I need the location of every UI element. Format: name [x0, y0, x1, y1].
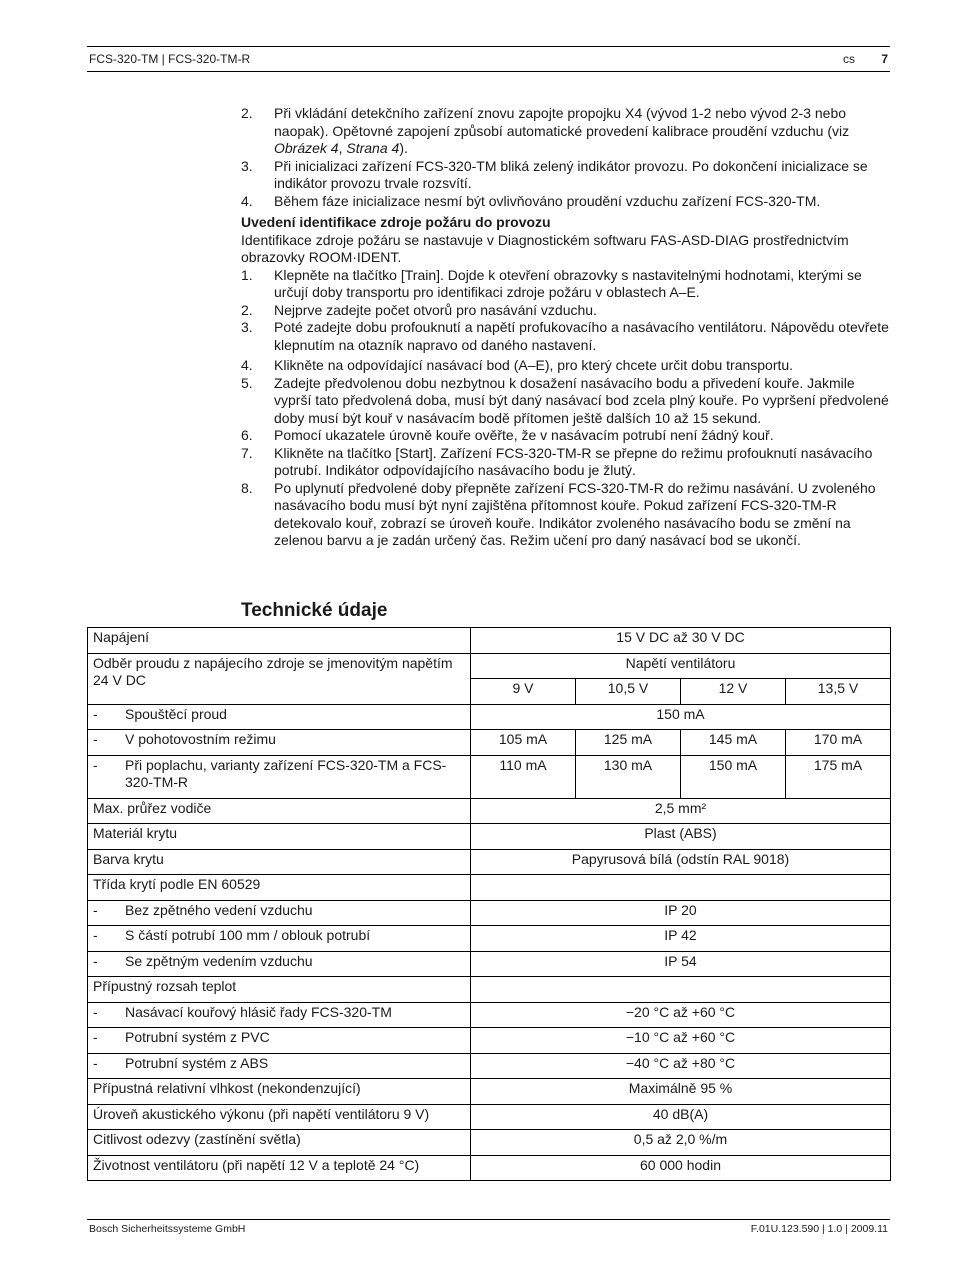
table-row — [88, 1104, 891, 1130]
row-label-text: V pohotovostním režimu — [125, 731, 276, 747]
table-row — [88, 1155, 891, 1181]
footer-reference: F.01U.123.590 | 1.0 | 2009.11 — [750, 1223, 888, 1235]
row-label — [88, 1028, 471, 1054]
section-title: Technické údaje — [241, 600, 388, 621]
row-label: Materiál krytu — [88, 824, 471, 850]
row-value: IP 54 — [471, 951, 891, 977]
step-text: Klepněte na tlačítko [Train]. Dojde k otevření obrazovky s nastavitelnými hodnotami, kterými se určují doby transportu pro identifikaci zdroje požáru v oblastech A–E. — [274, 266, 862, 300]
row-label-text: Potrubní systém z PVC — [125, 1029, 270, 1045]
row-label — [88, 900, 471, 926]
list-number: 2. — [241, 301, 253, 318]
steps-list — [241, 267, 889, 550]
row-value: 150 mA — [681, 755, 786, 798]
table-row — [88, 1028, 891, 1054]
list-number: 6. — [241, 427, 253, 443]
list-item — [241, 158, 889, 193]
step-text: Během fáze inicializace nesmí být ovlivňováno proudění vzduchu zařízení FCS-320-TM. — [274, 192, 821, 209]
table-row — [88, 977, 891, 1003]
row-value: −10 °C až +60 °C — [471, 1028, 891, 1054]
list-item — [241, 319, 889, 354]
row-label — [88, 704, 471, 730]
row-value: 40 dB(A) — [471, 1104, 891, 1130]
table-row — [88, 875, 891, 901]
row-label: Životnost ventilátoru (při napětí 12 V a teplotě 24 °C) — [88, 1155, 471, 1181]
table-row — [88, 730, 891, 756]
list-item — [241, 427, 889, 445]
row-value: 130 mA — [576, 755, 681, 798]
voltage-header: 13,5 V — [786, 679, 891, 705]
step-text: Při inicializaci zařízení FCS-320-TM bliká zelený indikátor provozu. Po dokončení inicializace se indikátor provozu trvale rozsvítí. — [274, 157, 868, 191]
table-row — [88, 1079, 891, 1105]
list-item — [241, 375, 889, 428]
row-value: −40 °C až +80 °C — [471, 1053, 891, 1079]
row-label-text: Nasávací kouřový hlásič řady FCS-320-TM — [125, 1003, 392, 1020]
table-row — [88, 926, 891, 952]
intro-paragraph: Identifikace zdroje požáru se nastavuje v Diagnostickém softwaru FAS-ASD-DIAG prostřednictvím obrazovky ROOM·IDENT. — [241, 231, 849, 265]
list-item — [241, 267, 889, 302]
step-text: ). — [399, 140, 408, 156]
list-number: 1. — [241, 266, 253, 283]
list-number: 4. — [241, 192, 253, 209]
header-doc-title: FCS-320-TM | FCS-320-TM-R — [89, 52, 251, 66]
list-number: 3. — [241, 319, 253, 335]
list-item — [241, 357, 889, 375]
row-label-text: S částí potrubí 100 mm / oblouk potrubí — [125, 927, 371, 943]
row-value: 175 mA — [786, 755, 891, 798]
dash-marker: - — [93, 927, 98, 943]
row-value — [471, 875, 891, 901]
header-page-number: 7 — [881, 52, 888, 66]
row-label: Odběr proudu z napájecího zdroje se jmenovitým napětím 24 V DC — [88, 653, 471, 704]
page-header — [87, 46, 890, 72]
row-value: 105 mA — [471, 730, 576, 756]
list-number: 4. — [241, 357, 253, 373]
voltage-header: 12 V — [681, 679, 786, 705]
row-value: 2,5 mm² — [471, 798, 891, 824]
dash-marker: - — [93, 756, 98, 773]
dash-marker: - — [93, 952, 98, 969]
step-text: Klikněte na odpovídající nasávací bod (A–E), pro který chcete určit dobu transportu. — [274, 357, 794, 373]
list-number: 2. — [241, 105, 253, 121]
table-row — [88, 951, 891, 977]
row-label-text: Při poplachu, varianty zařízení FCS-320-TM a FCS-320-TM-R — [125, 756, 447, 790]
row-label-text: Potrubní systém z ABS — [125, 1054, 269, 1071]
row-value: 125 mA — [576, 730, 681, 756]
step-text: , — [338, 140, 347, 156]
row-label: Přípustný rozsah teplot — [88, 977, 471, 1003]
row-label-text: Bez zpětného vedení vzduchu — [125, 901, 313, 918]
row-value: IP 20 — [471, 900, 891, 926]
table-row — [88, 900, 891, 926]
dash-marker: - — [93, 705, 98, 722]
list-item — [241, 105, 889, 158]
tech-data-table — [87, 627, 891, 1181]
list-item — [241, 445, 889, 480]
table-row — [88, 1130, 891, 1156]
row-value: 0,5 až 2,0 %/m — [471, 1130, 891, 1156]
row-value: Plast (ABS) — [471, 824, 891, 850]
list-number: 7. — [241, 444, 253, 461]
dash-marker: - — [93, 1029, 98, 1045]
step-text: Po uplynutí předvolené doby přepněte zařízení FCS-320-TM-R do režimu nasávání. U zvoleného nasávacího bodu musí být nyní zajištěna přítomnost kouře. Pokud zařízení FCS-320-TM-R detekovalo kouř, zobrazí se úroveň kouře. Indikátor zvoleného nasávacího bodu se změní na zelenou barvu a je zadán určený čas. Režim učení pro daný nasávací bod se ukončí. — [274, 479, 876, 548]
step-text: Nejprve zadejte počet otvorů pro nasávání vzduchu. — [274, 301, 597, 318]
dash-marker: - — [93, 901, 98, 918]
page-link[interactable]: Strana 4 — [346, 140, 400, 156]
table-row — [88, 1053, 891, 1079]
row-label: Barva krytu — [88, 849, 471, 875]
row-label: Přípustná relativní vlhkost (nekondenzující) — [88, 1079, 471, 1105]
table-row — [88, 798, 891, 824]
list-number: 5. — [241, 374, 253, 391]
steps-top-list — [241, 105, 889, 210]
list-item — [241, 480, 889, 550]
body-text — [241, 105, 889, 550]
row-value: Papyrusová bílá (odstín RAL 9018) — [471, 849, 891, 875]
row-label — [88, 755, 471, 798]
subheading: Uvedení identifikace zdroje požáru do provozu — [241, 214, 551, 230]
table-row — [88, 704, 891, 730]
list-item — [241, 302, 889, 320]
dash-marker: - — [93, 1003, 98, 1020]
list-item — [241, 193, 889, 211]
row-value: 110 mA — [471, 755, 576, 798]
voltage-header: 10,5 V — [576, 679, 681, 705]
row-label: Napájení — [88, 628, 471, 654]
row-label: Úroveň akustického výkonu (při napětí ventilátoru 9 V) — [88, 1104, 471, 1130]
row-label — [88, 926, 471, 952]
row-value: 150 mA — [471, 704, 891, 730]
step-text: Poté zadejte dobu profouknutí a napětí profukovacího a nasávacího ventilátoru. Nápovědu otevřete klepnutím na otazník napravo od daného nastavení. — [274, 319, 889, 353]
step-text: Klikněte na tlačítko [Start]. Zařízení FCS-320-TM-R se přepne do režimu profouknutí nasávacího potrubí. Indikátor odpovídajícího nasávacího bodu je žlutý. — [274, 444, 873, 478]
step-text: Pomocí ukazatele úrovně kouře ověřte, že v nasávacím potrubí není žádný kouř. — [274, 427, 774, 443]
row-value: IP 42 — [471, 926, 891, 952]
footer-company: Bosch Sicherheitssysteme GmbH — [89, 1223, 246, 1235]
row-value: 60 000 hodin — [471, 1155, 891, 1181]
table-row — [88, 628, 891, 654]
list-number: 8. — [241, 479, 253, 496]
row-value — [471, 977, 891, 1003]
step-text: Při vkládání detekčního zařízení znovu zapojte propojku X4 (vývod 1-2 nebo vývod 2-3 nebo naopak). Opětovné zapojení způsobí automatické provedení kalibrace proudění vzduchu (viz — [274, 105, 850, 139]
row-value: −20 °C až +60 °C — [471, 1002, 891, 1028]
table-row — [88, 824, 891, 850]
table-row — [88, 1002, 891, 1028]
row-label — [88, 1053, 471, 1079]
row-label: Citlivost odezvy (zastínění světla) — [88, 1130, 471, 1156]
header-language: cs — [843, 52, 855, 66]
row-label — [88, 951, 471, 977]
row-label-text: Se zpětným vedením vzduchu — [125, 952, 313, 969]
voltage-header: 9 V — [471, 679, 576, 705]
table-row — [88, 653, 891, 679]
row-value: Napětí ventilátoru — [471, 653, 891, 679]
list-number: 3. — [241, 157, 253, 174]
figure-link[interactable]: Obrázek 4 — [274, 140, 339, 156]
page-footer — [87, 1219, 890, 1235]
row-label: Max. průřez vodiče — [88, 798, 471, 824]
row-label — [88, 1002, 471, 1028]
row-label — [88, 730, 471, 756]
row-label: Třída krytí podle EN 60529 — [88, 875, 471, 901]
dash-marker: - — [93, 1054, 98, 1071]
row-value: Maximálně 95 % — [471, 1079, 891, 1105]
row-value: 15 V DC až 30 V DC — [471, 628, 891, 654]
row-value: 170 mA — [786, 730, 891, 756]
table-row — [88, 755, 891, 798]
dash-marker: - — [93, 731, 98, 747]
table-row — [88, 849, 891, 875]
row-label-text: Spouštěcí proud — [125, 705, 227, 722]
row-value: 145 mA — [681, 730, 786, 756]
step-text: Zadejte předvolenou dobu nezbytnou k dosažení nasávacího bodu a přivedení kouře. Jakmile vyprší tato předvolená doba, musí být daný nasávací bod zcela plný kouře. Po vypršení předvolené doby musí být kouř v nasávacím bodě přítomen ještě dalších 10 až 15 sekund. — [274, 374, 889, 426]
